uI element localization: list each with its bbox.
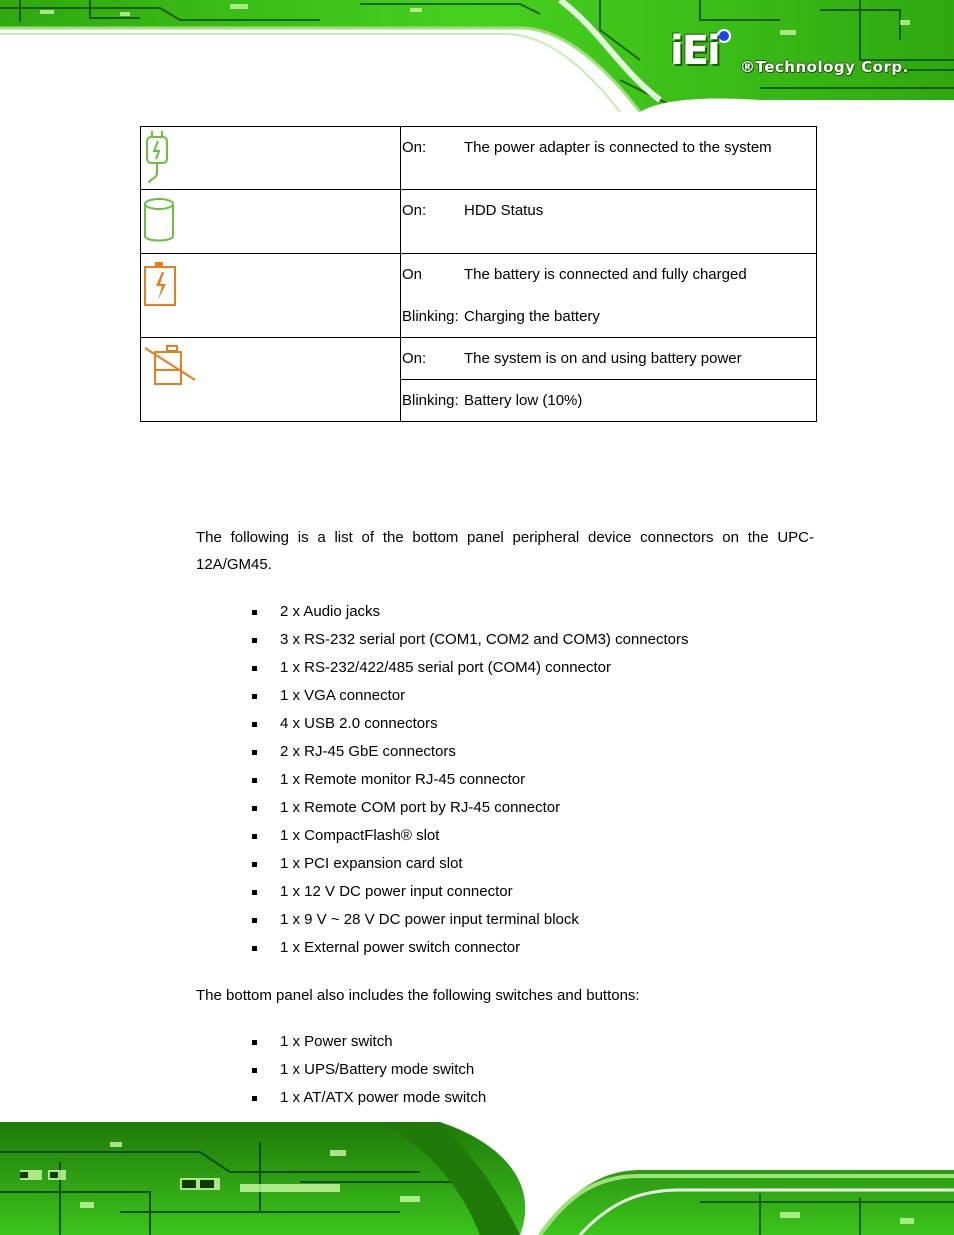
- led-description: The battery is connected and fully charged: [464, 266, 747, 283]
- list-item: [252, 710, 688, 738]
- company-logo: iEi: [670, 28, 719, 74]
- battery-low-icon: [143, 344, 203, 392]
- list-item: [252, 682, 688, 710]
- list-item-text: 2 x Audio jacks: [280, 603, 381, 620]
- led-state: On: [402, 266, 423, 283]
- table-row: [141, 190, 817, 254]
- status-line: [401, 190, 816, 221]
- bullet-icon: [252, 1040, 257, 1045]
- bullet-icon: [252, 806, 257, 811]
- list-item-text: 1 x External power switch connector: [280, 939, 521, 956]
- led-description: Charging the battery: [464, 308, 600, 325]
- led-description: Battery low (10%): [464, 392, 583, 409]
- status-cell: [401, 190, 817, 254]
- list-item-text: 1 x Power switch: [280, 1033, 393, 1050]
- list-item-text: 1 x VGA connector: [280, 687, 406, 704]
- led-state: On:: [402, 350, 427, 367]
- status-cell: [401, 380, 817, 422]
- led-description: The system is on and using battery power: [464, 350, 742, 367]
- list-item: [252, 766, 688, 794]
- icon-cell: [141, 127, 401, 190]
- icon-cell: [141, 190, 401, 254]
- bullet-icon: [252, 694, 257, 699]
- status-line: [401, 380, 816, 411]
- list-item: [252, 626, 688, 654]
- led-state: On:: [402, 202, 427, 219]
- list-item: [252, 850, 688, 878]
- table-row: [141, 338, 817, 380]
- bullet-icon: [252, 834, 257, 839]
- list-item: [252, 906, 688, 934]
- status-cell: [401, 254, 817, 338]
- list-item: [252, 1056, 486, 1084]
- table-row: [141, 127, 817, 190]
- icon-cell: [141, 338, 401, 422]
- power-adapter-icon: [143, 131, 173, 187]
- intro-paragraph: The following is a list of the bottom panel peripheral device connectors on the UPC-12A/GM45.: [196, 529, 814, 573]
- table-row: [141, 254, 817, 338]
- bullet-icon: [252, 750, 257, 755]
- led-description: The power adapter is connected to the system: [464, 139, 772, 156]
- bullet-icon: [252, 638, 257, 643]
- bullet-icon: [252, 890, 257, 895]
- list-item: [252, 1084, 486, 1112]
- status-line: [401, 338, 816, 369]
- bullet-icon: [252, 778, 257, 783]
- led-state: On:: [402, 139, 427, 156]
- list-item: [252, 738, 688, 766]
- bullet-icon: [252, 610, 257, 615]
- list-item: [252, 878, 688, 906]
- list-item: [252, 598, 688, 626]
- led-state: Blinking:: [402, 392, 459, 409]
- battery-charge-icon: [143, 260, 183, 316]
- bullet-icon: [252, 946, 257, 951]
- list-item: [252, 654, 688, 682]
- icon-cell: [141, 254, 401, 338]
- list-item-text: 1 x AT/ATX power mode switch: [280, 1089, 487, 1106]
- company-logo-text: ®Technology Corp.: [740, 58, 909, 76]
- list-item-text: 1 x UPS/Battery mode switch: [280, 1061, 475, 1078]
- status-line: [401, 285, 816, 327]
- header-banner: [0, 0, 954, 112]
- bullet-icon: [252, 862, 257, 867]
- list-item: [252, 1028, 486, 1056]
- bullet-icon: [252, 918, 257, 923]
- status-line: [401, 127, 816, 158]
- list-item-text: 1 x Remote COM port by RJ-45 connector: [280, 799, 561, 816]
- bullet-icon: [252, 1096, 257, 1101]
- connector-list: [252, 598, 688, 962]
- switches-intro-paragraph: The bottom panel also includes the following switches and buttons:: [196, 987, 640, 1004]
- led-state: Blinking:: [402, 308, 459, 325]
- bullet-icon: [252, 722, 257, 727]
- status-cell: [401, 127, 817, 190]
- list-item-text: 1 x PCI expansion card slot: [280, 855, 463, 872]
- list-item: [252, 934, 688, 962]
- list-item-text: 1 x 12 V DC power input connector: [280, 883, 513, 900]
- led-indicator-table: [140, 126, 817, 422]
- list-item-text: 1 x 9 V ~ 28 V DC power input terminal block: [280, 911, 579, 928]
- list-item-text: 3 x RS-232 serial port (COM1, COM2 and COM3) connectors: [280, 631, 689, 648]
- bullet-icon: [252, 666, 257, 671]
- pcb-background-image: [0, 1122, 954, 1235]
- status-line: [401, 254, 816, 285]
- footer-banner: [0, 1122, 954, 1235]
- list-item-text: 4 x USB 2.0 connectors: [280, 715, 438, 732]
- bullet-icon: [252, 1068, 257, 1073]
- list-item-text: 2 x RJ-45 GbE connectors: [280, 743, 456, 760]
- list-item: [252, 794, 688, 822]
- list-item-text: 1 x Remote monitor RJ-45 connector: [280, 771, 526, 788]
- list-item: [252, 822, 688, 850]
- list-item-text: 1 x RS-232/422/485 serial port (COM4) connector: [280, 659, 611, 676]
- status-cell: [401, 338, 817, 380]
- pcb-background-image: [0, 0, 954, 112]
- switch-list: [252, 1028, 486, 1112]
- led-description: HDD Status: [464, 202, 544, 219]
- list-item-text: 1 x CompactFlash® slot: [280, 827, 440, 844]
- hdd-icon: [143, 196, 183, 248]
